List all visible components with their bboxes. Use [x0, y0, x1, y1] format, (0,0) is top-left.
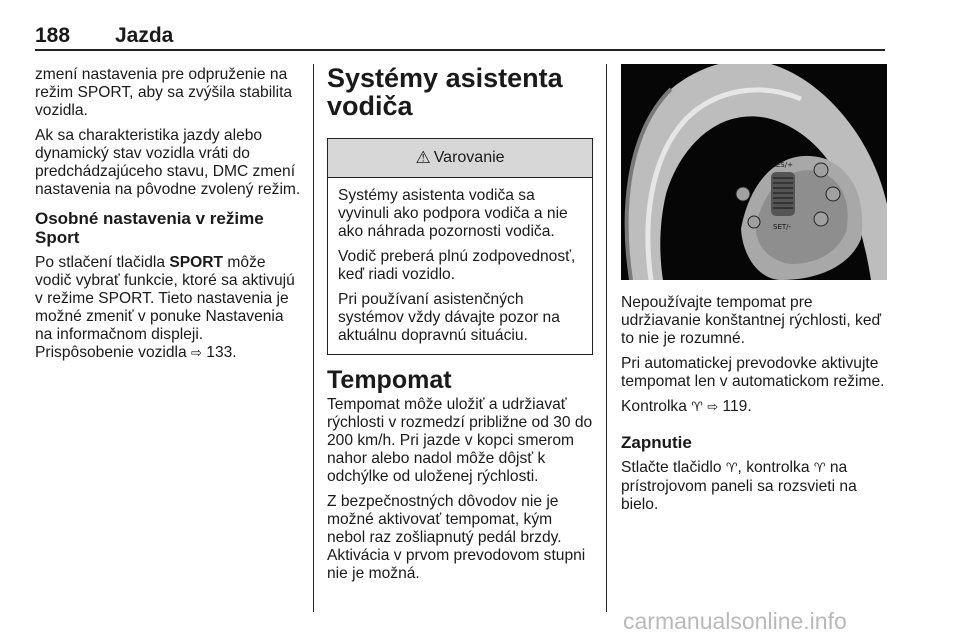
chapter-title: Jazda: [115, 24, 174, 47]
set-label: SET/-: [773, 223, 792, 231]
page-ref-icon: ⇨: [191, 346, 202, 361]
section-title: Systémy asistenta vodiča: [327, 63, 563, 121]
column-2: [327, 64, 593, 590]
steering-wheel-controls-image: [621, 64, 887, 280]
column-divider-left: [313, 64, 314, 612]
paragraph: Nepoužívajte tempomat pre udržiavanie konštantnej rýchlosti, keď to nie je rozumné.: [621, 294, 882, 347]
cruise-control-icon: ♈: [691, 400, 703, 415]
section-heading: Osobné nastavenia v režime Sport: [35, 209, 264, 247]
res-label: RES/+: [771, 161, 793, 169]
section-heading: Tempomat: [327, 366, 452, 394]
page-ref-icon: ⇨: [707, 400, 719, 415]
cross-reference[interactable]: Kontrolka ♈ ⇨ 119.: [621, 398, 752, 415]
page-header: [0, 0, 960, 50]
paragraph: Aktivácia v prvom prevodovom stupni nie je možná.: [327, 547, 586, 582]
warning-title: Varovanie: [433, 149, 505, 166]
warning-header: [328, 139, 592, 178]
watermark: carmanualsonline.info: [623, 608, 847, 634]
paragraph: Po stlačení tlačidla SPORT môže vodič vybrať funkcie, ktoré sa aktivujú v režime SPORT. Tieto nastavenia je možné zmeniť v ponuke Nastavenia na informačnom displeji.: [35, 254, 295, 343]
warning-icon: ⚠: [415, 148, 431, 167]
sport-button-label: SPORT: [169, 254, 224, 271]
cruise-control-icon: ♈: [813, 461, 826, 476]
column-divider-right: [606, 64, 607, 612]
paragraph: Vodič preberá plnú zodpovednosť, keď riadi vozidlo.: [338, 248, 576, 283]
cruise-control-icon: ♈: [725, 461, 738, 476]
paragraph: Systémy asistenta vodiča sa vyvinuli ako podpora vodiča a nie ako náhrada pozornosti vodiča.: [338, 187, 568, 240]
warning-body: [328, 178, 592, 354]
cross-reference[interactable]: Prispôsobenie vozidla ⇨ 133.: [35, 344, 237, 361]
paragraph: Ak sa charakteristika jazdy alebo dynamický stav vozidla vráti do predchádzajúceho stavu, DMC zmení nastavenia na pôvodne zvolený režim.: [35, 127, 301, 198]
paragraph: Z bezpečnostných dôvodov nie je možné aktivovať tempomat, kým nebol raz zošliapnutý pedál brzdy.: [327, 493, 562, 546]
header-rule: [35, 49, 885, 51]
section-heading: Zapnutie: [621, 433, 692, 452]
warning-box: [327, 138, 593, 355]
paragraph: Tempomat môže uložiť a udržiavať rýchlosti v rozmedzí približne od 30 do 200 km/h. Pri jazde v kopci smerom nahor alebo nadol môže dôjsť k odchýlke od uloženej rýchlosti.: [327, 396, 593, 485]
paragraph: Pri používaní asistenčných systémov vždy dávajte pozor na aktuálnu dopravnú situáciu.: [338, 291, 560, 344]
paragraph: Stlačte tlačidlo ♈, kontrolka ♈ na prístrojovom paneli sa rozsvieti na bielo.: [621, 459, 857, 513]
page-number: 188: [35, 24, 71, 47]
paragraph: Pri automatickej prevodovke aktivujte tempomat len v automatickom režime.: [621, 355, 885, 390]
column-3: [621, 64, 889, 521]
column-1: [35, 66, 303, 370]
paragraph: zmení nastavenia pre odpruženie na režim SPORT, aby sa zvýšila stabilita vozidla.: [35, 66, 293, 119]
